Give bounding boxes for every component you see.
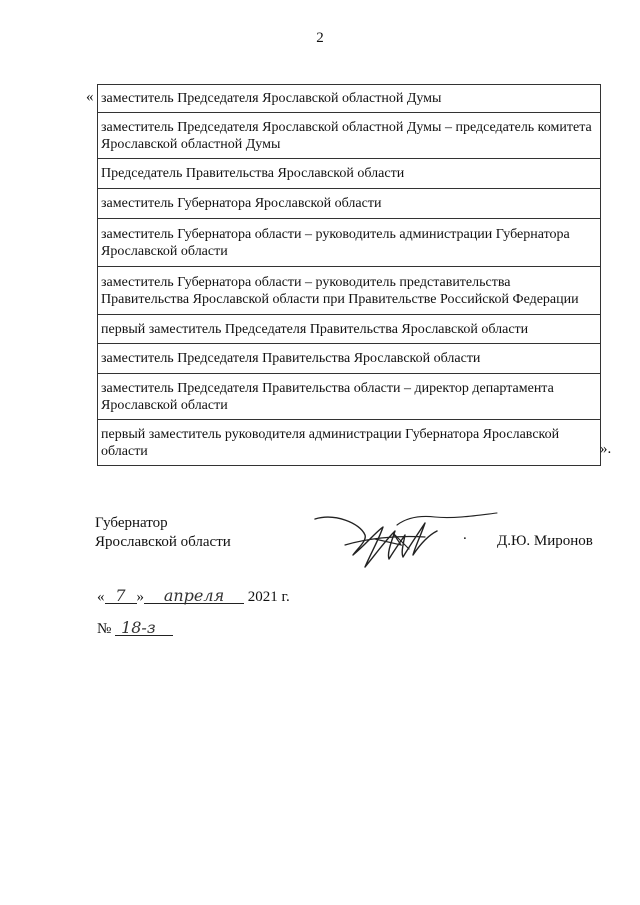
table-row bbox=[98, 267, 601, 315]
handwritten-signature bbox=[305, 505, 505, 575]
table-row bbox=[98, 189, 601, 219]
date-close-quote: » bbox=[136, 589, 144, 605]
number-value: 18-з bbox=[115, 618, 173, 636]
table-cell: заместитель Председателя Правительства Ярославской области bbox=[98, 344, 601, 374]
table-cell: заместитель Губернатора Ярославской области bbox=[98, 189, 601, 219]
table-row bbox=[98, 113, 601, 159]
date-year: 2021 г. bbox=[247, 589, 290, 605]
table-cell: заместитель Председателя Ярославской областной Думы bbox=[98, 85, 601, 113]
signatory-title-line2: Ярославской области bbox=[95, 534, 231, 550]
signatory-title-line1: Губернатор bbox=[95, 515, 168, 531]
table-cell: заместитель Председателя Ярославской областной Думы – председатель комитета Ярославской областной Думы bbox=[98, 113, 601, 159]
table-row bbox=[98, 85, 601, 113]
table-row bbox=[98, 159, 601, 189]
signatory-name: Д.Ю. Миронов bbox=[497, 533, 593, 549]
table-row bbox=[98, 315, 601, 344]
table-cell: заместитель Председателя Правительства области – директор департамента Ярославской области bbox=[98, 374, 601, 420]
date-day: 7 bbox=[105, 586, 137, 604]
opening-quote: « bbox=[86, 89, 94, 105]
date-month: апреля bbox=[144, 586, 244, 604]
closing-quote: ». bbox=[600, 441, 612, 457]
table-row bbox=[98, 219, 601, 267]
document-date bbox=[97, 586, 290, 606]
signature-dot: . bbox=[463, 527, 467, 543]
number-sign: № bbox=[97, 621, 112, 637]
table-cell: первый заместитель руководителя администрации Губернатора Ярославской области bbox=[98, 420, 601, 466]
table-cell: заместитель Губернатора области – руководитель представительства Правительства Ярославской области при Правительстве Российской Федерации bbox=[98, 267, 601, 315]
document-number bbox=[97, 618, 173, 638]
positions-table bbox=[97, 84, 601, 466]
page-number: 2 bbox=[316, 30, 324, 46]
table-row bbox=[98, 374, 601, 420]
date-open-quote: « bbox=[97, 589, 105, 605]
table-cell: Председатель Правительства Ярославской области bbox=[98, 159, 601, 189]
table-cell: первый заместитель Председателя Правительства Ярославской области bbox=[98, 315, 601, 344]
signatory-title bbox=[95, 514, 231, 552]
table-row bbox=[98, 344, 601, 374]
table-cell: заместитель Губернатора области – руководитель администрации Губернатора Ярославской области bbox=[98, 219, 601, 267]
table-row bbox=[98, 420, 601, 466]
